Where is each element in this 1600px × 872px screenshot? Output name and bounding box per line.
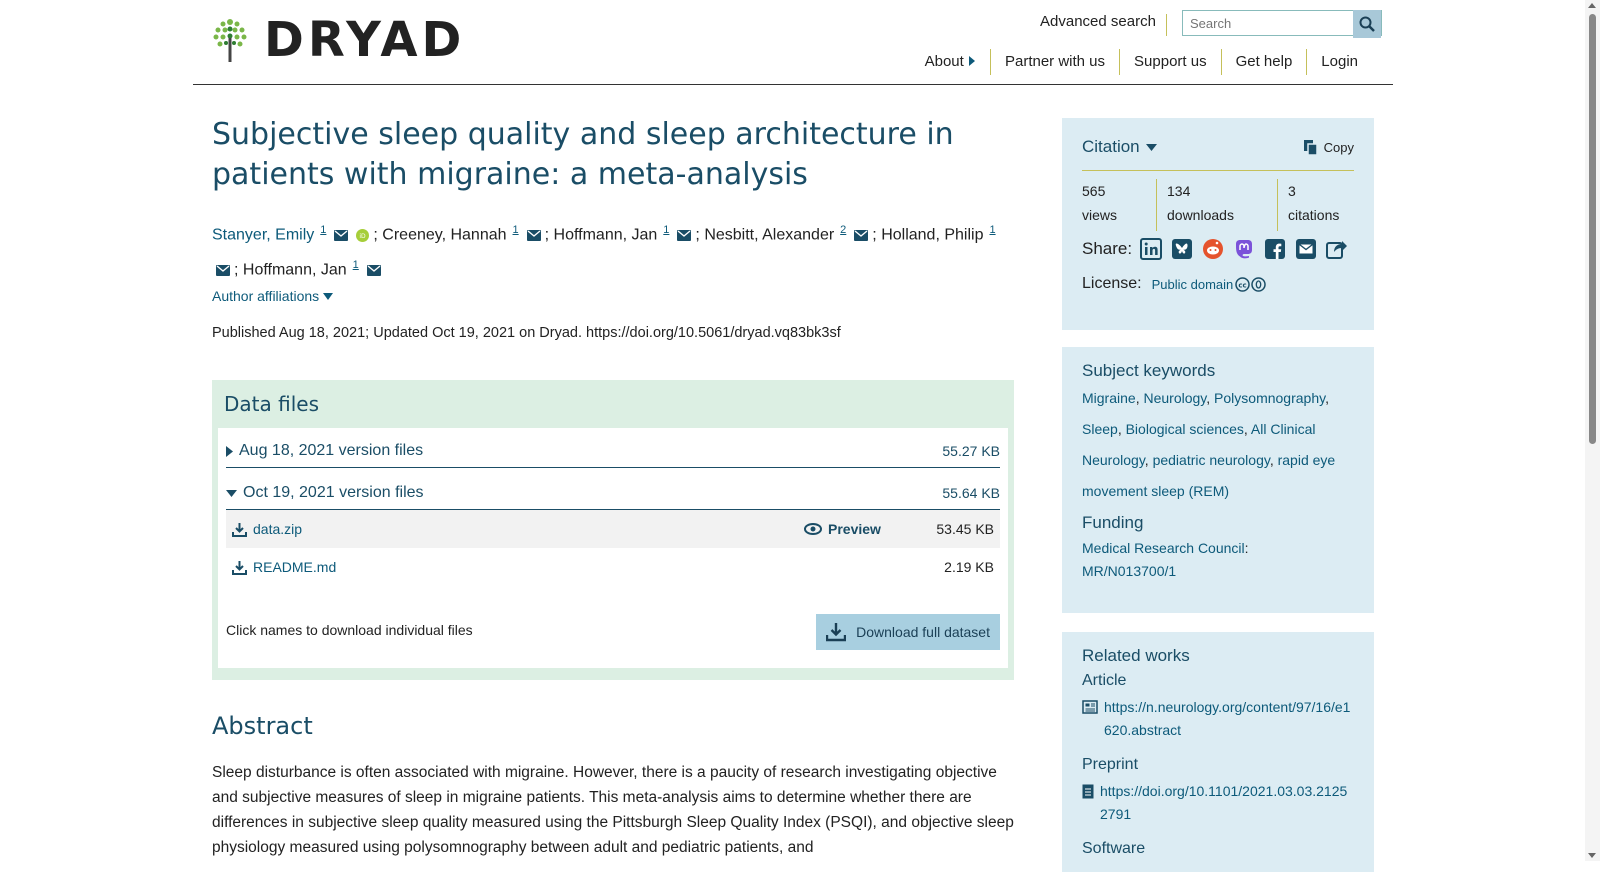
keyword-link[interactable]: Polysomnography: [1214, 390, 1326, 406]
citations-count: 3: [1288, 183, 1296, 199]
keyword-link[interactable]: rapid eye movement sleep (REM): [1082, 452, 1336, 499]
data-files-list: [218, 428, 1008, 668]
file-size: 2.19 KB: [944, 559, 994, 575]
keyword-link[interactable]: All Clinical Neurology: [1082, 421, 1316, 468]
license-label: License:: [1082, 275, 1142, 292]
version-size: 55.64 KB: [942, 485, 1000, 501]
copy-icon: [1303, 139, 1319, 156]
citation-toggle[interactable]: [1082, 137, 1157, 157]
linkedin-icon[interactable]: [1139, 237, 1163, 261]
page-scrollbar[interactable]: [1585, 0, 1600, 861]
keywords-panel: [1062, 347, 1374, 613]
funder-link[interactable]: Medical Research Council: [1082, 540, 1245, 556]
article-label: Article: [1082, 672, 1127, 689]
caret-down-icon: [1146, 144, 1157, 151]
dryad-tree-icon: [212, 18, 248, 62]
nav-about[interactable]: [911, 49, 990, 75]
data-files-panel: [212, 380, 1014, 680]
keyword-link[interactable]: pediatric neurology: [1152, 452, 1270, 468]
version-row[interactable]: [226, 478, 1000, 510]
search-button[interactable]: [1353, 10, 1381, 38]
affiliation-ref[interactable]: 2: [840, 224, 847, 236]
dataset-title: Subjective sleep quality and sleep architecture in patients with migraine: a meta-analysis: [212, 117, 954, 192]
data-files-heading: Data files: [224, 392, 319, 416]
software-label: Software: [1082, 840, 1146, 857]
preprint-link[interactable]: https://doi.org/10.1101/2021.03.03.21252791: [1100, 783, 1348, 822]
affiliation-ref[interactable]: 1: [512, 224, 519, 236]
header-rule: [193, 84, 1393, 85]
author-name: Nesbitt, Alexander: [704, 226, 835, 244]
file-row: [226, 548, 1000, 586]
reddit-icon[interactable]: [1201, 237, 1225, 261]
main-nav: [911, 49, 1372, 75]
email-icon[interactable]: [216, 265, 230, 276]
citation-panel: [1062, 118, 1374, 330]
caret-down-icon: [323, 293, 333, 300]
affiliation-ref[interactable]: 1: [663, 224, 670, 236]
author-list: Stanyer, Emily $^1$ iD ; Creeney, Hannah $^1$ ; Hoffmann, Jan $^1$ ; Nesbitt, Alexander $^2$ ; Holland, Philip $^1$; Hoffmann, Jan $^1$: [212, 224, 996, 279]
cc0-icon: [1235, 277, 1267, 292]
related-works-heading: Related works: [1082, 646, 1190, 665]
nav-help[interactable]: Get help: [1221, 49, 1307, 75]
copy-citation-button[interactable]: [1303, 139, 1354, 156]
author-name: Hoffmann, Jan: [553, 226, 658, 244]
file-link[interactable]: README.md: [253, 559, 337, 575]
nav-login[interactable]: Login: [1306, 49, 1372, 75]
nav-about-label: About: [924, 53, 964, 70]
publication-info: Published Aug 18, 2021; Updated Oct 19, 2021 on Dryad. https://doi.org/10.5061/dryad.vq83bk3sf: [212, 325, 841, 341]
downloads-count: 134: [1167, 183, 1191, 199]
caret-right-icon: [968, 56, 976, 66]
license-row: [1082, 275, 1354, 293]
svg-text:iD: iD: [359, 232, 367, 240]
scrollbar-thumb[interactable]: [1589, 14, 1596, 444]
download-icon: [826, 622, 846, 642]
keyword-link[interactable]: Sleep: [1082, 421, 1118, 437]
affiliation-ref[interactable]: 1: [320, 224, 327, 236]
preprint-label: Preprint: [1082, 756, 1139, 773]
newspaper-icon: [1082, 700, 1098, 714]
citations-metric: [1277, 179, 1349, 231]
mastodon-icon[interactable]: [1232, 237, 1256, 261]
header-divider: [1166, 14, 1167, 36]
article-link[interactable]: https://n.neurology.org/content/97/16/e1620.abstract: [1104, 699, 1351, 738]
email-icon[interactable]: [854, 230, 868, 241]
advanced-search-link[interactable]: Advanced search: [1040, 13, 1156, 30]
version-label: Aug 18, 2021 version files: [239, 442, 424, 459]
download-icon: [232, 522, 247, 537]
caret-down-icon: [226, 490, 237, 497]
version-size: 55.27 KB: [942, 443, 1000, 459]
article-item: [1082, 696, 1354, 742]
file-row: [226, 510, 1000, 548]
preprint-item: [1082, 780, 1354, 826]
svg-text:cc: cc: [1238, 281, 1247, 289]
logo-text: DRYAD: [264, 12, 466, 68]
keyword-link[interactable]: Migraine: [1082, 390, 1136, 406]
copy-label: Copy: [1323, 139, 1354, 155]
file-size: 53.45 KB: [936, 521, 994, 537]
affiliation-ref[interactable]: 1: [352, 259, 359, 272]
views-count: 565: [1082, 183, 1106, 199]
downloads-metric: [1156, 179, 1277, 231]
share-row: [1082, 237, 1354, 261]
views-label: views: [1082, 207, 1118, 223]
download-full-dataset-button[interactable]: [816, 614, 1000, 650]
funding-info: Medical Research Council: MR/N013700/1: [1082, 540, 1249, 579]
dryad-logo[interactable]: [212, 12, 466, 68]
search-icon: [1359, 16, 1375, 32]
downloads-label: downloads: [1167, 207, 1234, 223]
download-full-dataset-label: Download full dataset: [856, 624, 990, 640]
email-icon[interactable]: [367, 265, 381, 276]
preview-label: Preview: [828, 521, 881, 537]
abstract-text: Sleep disturbance is often associated with migraine. However, there is a paucity of research investigating objective and subjective measures of sleep in migraine patients. This meta-analysis aims to determine whether there are differences in subjective sleep quality measured using the Pittsburgh Sleep Quality Index (PSQI), and objective sleep physiology measured using polysomnography between adult and pediatric patients, and: [212, 764, 1014, 856]
citations-label: citations: [1288, 207, 1340, 223]
metrics: [1082, 171, 1354, 231]
share-icon[interactable]: [1325, 237, 1349, 261]
grant-link[interactable]: MR/N013700/1: [1082, 563, 1177, 579]
author-name: Holland, Philip: [881, 226, 984, 244]
email-icon[interactable]: [334, 230, 348, 241]
download-icon: [232, 560, 247, 575]
keywords-heading: Subject keywords: [1082, 361, 1216, 380]
keyword-list: Migraine, Neurology, Polysomnography, Sleep, Biological sciences, All Clinical Neurology, pediatric neurology, rapid eye movement sleep (REM): [1082, 390, 1336, 499]
version-row[interactable]: [226, 436, 1000, 468]
preview-button[interactable]: [804, 521, 924, 537]
affiliation-ref[interactable]: 1: [989, 224, 996, 236]
license-link[interactable]: Public domain: [1151, 276, 1234, 292]
search-input[interactable]: [1182, 10, 1382, 36]
share-label: Share:: [1082, 239, 1133, 258]
email-icon[interactable]: [527, 230, 541, 241]
email-icon[interactable]: [1294, 237, 1318, 261]
bluesky-icon[interactable]: [1170, 237, 1194, 261]
download-hint: Click names to download individual files: [226, 622, 473, 638]
file-link[interactable]: data.zip: [253, 521, 303, 537]
facebook-icon[interactable]: [1263, 237, 1287, 261]
caret-right-icon: [226, 446, 233, 457]
document-icon: [1082, 784, 1094, 799]
author-name: Hoffmann, Jan: [242, 261, 347, 279]
version-label: Oct 19, 2021 version files: [243, 484, 424, 501]
keyword-link[interactable]: Neurology: [1143, 390, 1207, 406]
citation-heading: Citation: [1082, 137, 1140, 156]
author-name[interactable]: Stanyer, Emily: [212, 226, 315, 244]
keyword-link[interactable]: Biological sciences: [1125, 421, 1244, 437]
scroll-up-icon[interactable]: [1588, 3, 1596, 8]
nav-partner[interactable]: Partner with us: [990, 49, 1119, 75]
author-name: Creeney, Hannah: [382, 226, 507, 244]
scroll-down-icon[interactable]: [1588, 853, 1596, 858]
nav-support[interactable]: Support us: [1119, 49, 1221, 75]
email-icon[interactable]: [677, 230, 691, 241]
related-works-panel: [1062, 632, 1374, 872]
orcid-icon[interactable]: [356, 229, 369, 242]
author-affiliations-label: Author affiliations: [212, 288, 320, 304]
author-affiliations-toggle[interactable]: [212, 288, 333, 304]
funding-heading: Funding: [1082, 513, 1144, 532]
abstract-heading: Abstract: [212, 712, 313, 740]
views-metric: [1082, 179, 1156, 231]
eye-icon: [804, 523, 822, 535]
